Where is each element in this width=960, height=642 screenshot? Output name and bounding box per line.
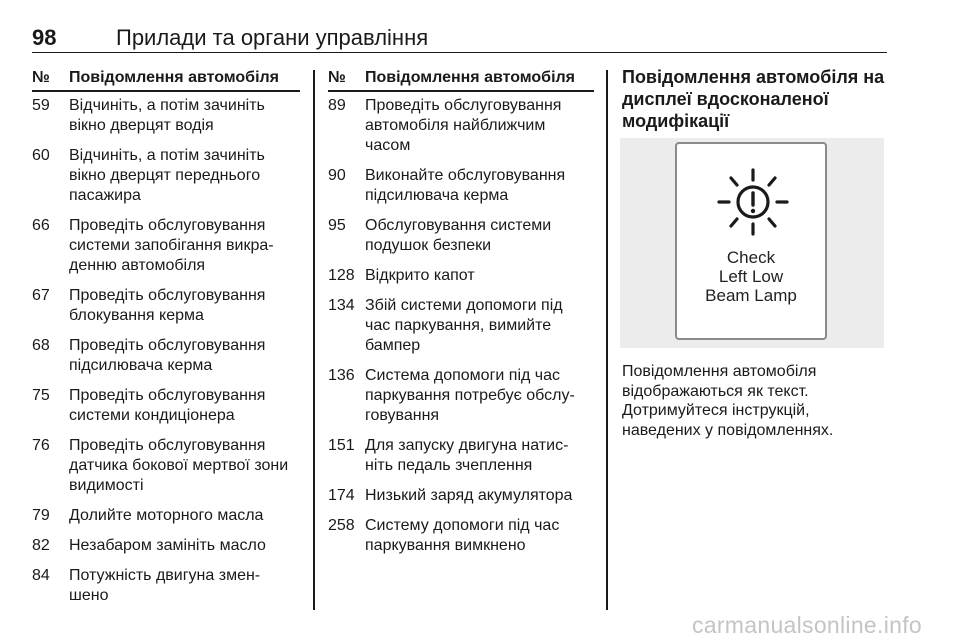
message-text: Систему допомоги під час паркування вимкнено (365, 517, 560, 554)
message-number: 90 (328, 167, 346, 184)
message-text: Система допомоги під час паркування потребує обслу- говування (365, 367, 575, 424)
table-row (32, 216, 300, 286)
column-divider-1 (313, 70, 315, 610)
message-text: Долийте моторного масла (69, 507, 264, 524)
display-message: Check Left Low Beam Lamp (705, 248, 797, 305)
message-text: Відчиніть, а потім зачиніть вікно дверцят переднього пасажира (69, 147, 265, 204)
message-text: Проведіть обслуговування системи запобігання викра- денню автомобіля (69, 217, 274, 274)
message-number: 68 (32, 337, 50, 354)
message-number: 151 (328, 437, 355, 454)
table-row (328, 166, 594, 216)
message-text: Проведіть обслуговування датчика бокової мертвої зони видимості (69, 437, 289, 494)
table-row (328, 296, 594, 366)
table-row (32, 566, 300, 616)
column-divider-2 (606, 70, 608, 610)
message-text: Низький заряд акумулятора (365, 487, 573, 504)
table-row (328, 96, 594, 166)
table-row (328, 216, 594, 266)
message-number: 76 (32, 437, 50, 454)
table-header (328, 66, 594, 92)
header-number: № (32, 69, 50, 86)
message-text: Виконайте обслуговування підсилювача керма (365, 167, 566, 204)
display-illustration (620, 138, 884, 348)
message-number: 79 (32, 507, 50, 524)
table-row (32, 506, 300, 536)
message-text: Відкрито капот (365, 267, 475, 284)
table-row (32, 146, 300, 216)
table-row (32, 436, 300, 506)
message-text: Збій системи допомоги під час паркування, вимийте бампер (365, 297, 563, 354)
message-number: 84 (32, 567, 50, 584)
table-row (328, 266, 594, 296)
page-title: Прилади та органи управління (116, 25, 429, 50)
message-text: Обслуговування системи подушок безпеки (365, 217, 552, 254)
table-body (328, 92, 594, 566)
message-text: Проведіть обслуговування блокування керма (69, 287, 266, 324)
table-row (328, 516, 594, 566)
watermark: carmanualsonline.info (691, 612, 922, 638)
message-text: Проведіть обслуговування автомобіля найближчим часом (365, 97, 562, 154)
lamp-warning-icon (703, 160, 803, 240)
message-number: 59 (32, 97, 50, 114)
table-row (32, 96, 300, 146)
message-number: 258 (328, 517, 355, 534)
table-row (32, 386, 300, 436)
header-number: № (328, 69, 346, 86)
message-number: 128 (328, 267, 355, 284)
message-text: Потужність двигуна змен- шено (69, 567, 261, 604)
table-row (32, 536, 300, 566)
message-number: 134 (328, 297, 355, 314)
header-message: Повідомлення автомобіля (365, 69, 576, 86)
table-row (328, 366, 594, 436)
table-row (32, 286, 300, 336)
message-number: 82 (32, 537, 50, 554)
page-header (32, 26, 887, 53)
page-number: 98 (32, 25, 57, 50)
message-text: Відчиніть, а потім зачиніть вікно дверцят водія (69, 97, 265, 134)
message-number: 67 (32, 287, 50, 304)
message-number: 136 (328, 367, 355, 384)
message-number: 66 (32, 217, 50, 234)
message-text: Для запуску двигуна натис- ніть педаль зчеплення (365, 437, 569, 474)
left-message-table (32, 66, 300, 616)
display-panel (675, 142, 827, 340)
message-number: 75 (32, 387, 50, 404)
message-number: 174 (328, 487, 355, 504)
table-row (32, 336, 300, 386)
message-number: 95 (328, 217, 346, 234)
message-number: 89 (328, 97, 346, 114)
section-body: Повідомлення автомобіля відображаються як текст. Дотримуйтеся інструкцій, наведених у повідомленнях. (622, 363, 834, 439)
section-title: Повідомлення автомобіля на дисплеї вдосконаленої модифікації (622, 67, 885, 131)
message-number: 60 (32, 147, 50, 164)
table-header (32, 66, 300, 92)
table-body (32, 92, 300, 616)
table-row (328, 436, 594, 486)
message-text: Проведіть обслуговування системи кондиціонера (69, 387, 266, 424)
message-text: Проведіть обслуговування підсилювача керма (69, 337, 266, 374)
table-row (328, 486, 594, 516)
middle-message-table (328, 66, 594, 566)
header-message: Повідомлення автомобіля (69, 69, 280, 86)
message-text: Незабаром замініть масло (69, 537, 266, 554)
